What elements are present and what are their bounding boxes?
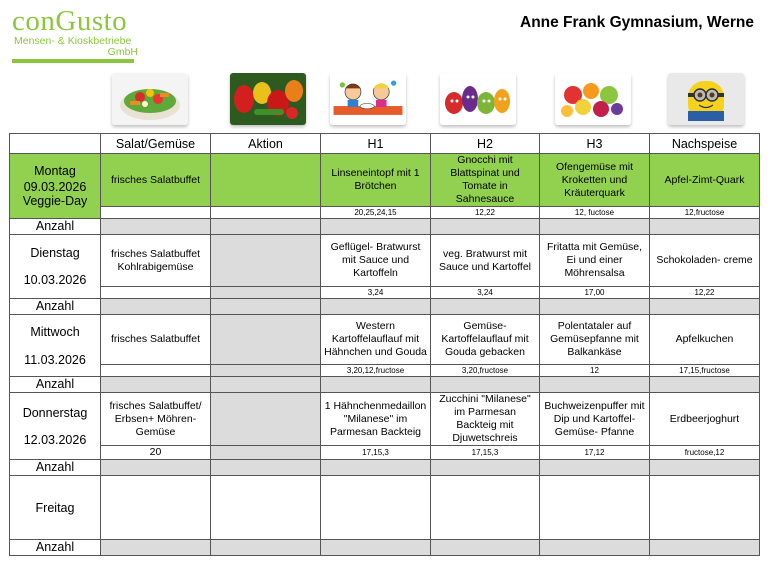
h1-allergen: 17,15,3	[321, 446, 431, 460]
anzahl-cell	[211, 219, 321, 235]
aktion-allergen	[211, 365, 321, 377]
anzahl-cell	[321, 299, 431, 315]
aktion-allergen	[211, 287, 321, 299]
h2-cell: Gnocchi mit Blattspinat und Tomate in Sahnesauce	[431, 154, 540, 207]
h1-cell	[321, 476, 431, 540]
anzahl-cell	[431, 377, 540, 393]
salad-bowl-icon	[112, 73, 188, 125]
dessert-allergen: 12,22	[650, 287, 760, 299]
vegetable-faces-icon	[440, 73, 516, 125]
day-cell-donnerstag	[10, 393, 101, 460]
anzahl-cell	[211, 377, 321, 393]
anzahl-cell	[650, 299, 760, 315]
logo-subtitle: Mensen- & Kioskbetriebe	[14, 35, 132, 47]
anzahl-cell	[650, 460, 760, 476]
h2-allergen: 3,20,fructose	[431, 365, 540, 377]
anzahl-label: Anzahl	[10, 377, 101, 393]
dessert-cell: Schokoladen- creme	[650, 235, 760, 287]
h1-cell: Western Kartoffelauflauf mit Hähnchen und Gouda	[321, 315, 431, 365]
anzahl-label: Anzahl	[10, 299, 101, 315]
day-tag: Veggie-Day	[22, 194, 88, 208]
anzahl-cell	[540, 377, 650, 393]
anzahl-cell	[321, 219, 431, 235]
anzahl-cell	[101, 299, 211, 315]
day-name: Freitag	[35, 500, 75, 515]
table-row-mittwoch	[10, 315, 760, 365]
h3-allergen: 17,00	[540, 287, 650, 299]
day-cell-dienstag	[10, 235, 101, 299]
h1-allergen: 20,25,24,15	[321, 207, 431, 219]
anzahl-row	[10, 219, 760, 235]
allergen-row-dienstag	[10, 287, 760, 299]
h2-allergen: 3,24	[431, 287, 540, 299]
day-name: Dienstag	[30, 246, 80, 260]
column-header-day	[10, 134, 101, 154]
salat-allergen	[101, 207, 211, 219]
column-header-salat: Salat/Gemüse	[101, 134, 211, 154]
salat-cell: frisches Salatbuffet	[101, 154, 211, 207]
anzahl-cell	[211, 460, 321, 476]
h2-allergen: 12,22	[431, 207, 540, 219]
anzahl-cell	[540, 460, 650, 476]
salat-allergen	[101, 365, 211, 377]
h2-cell: veg. Bratwurst mit Sauce und Kartoffel	[431, 235, 540, 287]
column-header-nachspeise: Nachspeise	[650, 134, 760, 154]
allergen-row-donnerstag	[10, 446, 760, 460]
day-name: Donnerstag	[22, 405, 88, 420]
anzahl-cell	[321, 377, 431, 393]
table-row-donnerstag	[10, 393, 760, 446]
children-eating-icon	[330, 73, 406, 125]
h3-cell	[540, 476, 650, 540]
anzahl-label: Anzahl	[10, 460, 101, 476]
dessert-cell: Apfel-Zimt-Quark	[650, 154, 760, 207]
school-title: Anne Frank Gymnasium, Werne	[520, 14, 754, 31]
h3-allergen: 12, fuctose	[540, 207, 650, 219]
h1-cell: 1 Hähnchenmedaillon "Milanese" im Parmesan Backteig	[321, 393, 431, 446]
salat-cell: frisches Salatbuffet/ Erbsen+ Möhren- Gemüse	[101, 393, 211, 446]
salat-allergen	[101, 287, 211, 299]
h3-cell: Ofengemüse mit Kroketten und Kräuterquark	[540, 154, 650, 207]
h1-cell: Geflügel- Bratwurst mit Sauce und Kartoffeln	[321, 235, 431, 287]
day-date: 11.03.2026	[24, 352, 86, 367]
anzahl-cell	[431, 219, 540, 235]
aktion-cell	[211, 393, 321, 446]
h2-cell: Gemüse- Kartoffelauflauf mit Gouda gebacken	[431, 315, 540, 365]
anzahl-cell	[211, 299, 321, 315]
dessert-cell: Apfelkuchen	[650, 315, 760, 365]
anzahl-cell	[431, 540, 540, 556]
menu-table	[9, 133, 760, 556]
dessert-cell: Erdbeerjoghurt	[650, 393, 760, 446]
day-date: 10.03.2026	[23, 273, 87, 287]
salat-cell	[101, 476, 211, 540]
aktion-cell	[211, 315, 321, 365]
minion-cake-icon	[668, 73, 744, 125]
salat-cell: frisches Salatbuffet Kohlrabigemüse	[101, 235, 211, 287]
allergen-row-mittwoch	[10, 365, 760, 377]
anzahl-row	[10, 540, 760, 556]
anzahl-cell	[540, 299, 650, 315]
dessert-allergen: 17,15,fructose	[650, 365, 760, 377]
anzahl-label: Anzahl	[10, 540, 101, 556]
anzahl-label: Anzahl	[10, 219, 101, 235]
column-header-h3: H3	[540, 134, 650, 154]
h3-cell: Buchweizenpuffer mit Dip und Kartoffel- Gemüse- Pfanne	[540, 393, 650, 446]
day-cell-montag	[10, 154, 101, 219]
anzahl-cell	[650, 377, 760, 393]
h2-allergen: 17,15,3	[431, 446, 540, 460]
day-cell-mittwoch	[10, 315, 101, 377]
anzahl-row	[10, 460, 760, 476]
vegetables-icon	[230, 73, 306, 125]
dessert-cell	[650, 476, 760, 540]
logo-company-form: GmbH	[107, 46, 138, 58]
column-header-h2: H2	[431, 134, 540, 154]
logo-name: conGusto	[12, 5, 128, 37]
anzahl-cell	[101, 377, 211, 393]
table-row-montag	[10, 154, 760, 207]
aktion-allergen	[211, 446, 321, 460]
anzahl-cell	[650, 540, 760, 556]
table-row-dienstag	[10, 235, 760, 287]
h2-cell: Zucchini "Milanese" im Parmesan Backteig mit Djuwetschreis	[431, 393, 540, 446]
h3-allergen: 17,12	[540, 446, 650, 460]
anzahl-cell	[431, 460, 540, 476]
column-header-aktion: Aktion	[211, 134, 321, 154]
h2-cell	[431, 476, 540, 540]
anzahl-cell	[650, 219, 760, 235]
logo-underline	[12, 59, 134, 63]
anzahl-cell	[540, 219, 650, 235]
h1-allergen: 3,24	[321, 287, 431, 299]
allergen-row-montag	[10, 207, 760, 219]
aktion-cell	[211, 235, 321, 287]
anzahl-cell	[101, 540, 211, 556]
day-cell-freitag	[10, 476, 101, 540]
h3-allergen: 12	[540, 365, 650, 377]
congusto-logo	[12, 6, 144, 63]
anzahl-row	[10, 299, 760, 315]
h3-cell: Polentataler auf Gemüsepfanne mit Balkankäse	[540, 315, 650, 365]
aktion-allergen	[211, 207, 321, 219]
anzahl-cell	[101, 219, 211, 235]
dessert-allergen: fructose,12	[650, 446, 760, 460]
day-date: 09.03.2026	[23, 180, 87, 194]
anzahl-cell	[321, 460, 431, 476]
anzahl-cell	[540, 540, 650, 556]
table-row-freitag	[10, 476, 760, 540]
h1-cell: Linseneintopf mit 1 Brötchen	[321, 154, 431, 207]
day-date: 12.03.2026	[23, 432, 87, 447]
anzahl-cell	[101, 460, 211, 476]
anzahl-cell	[431, 299, 540, 315]
fruit-platter-icon	[555, 73, 631, 125]
aktion-cell	[211, 154, 321, 207]
day-name: Montag	[34, 164, 76, 178]
anzahl-cell	[211, 540, 321, 556]
salat-cell: frisches Salatbuffet	[101, 315, 211, 365]
dessert-allergen: 12,fructose	[650, 207, 760, 219]
h1-allergen: 3,20,12,fructose	[321, 365, 431, 377]
salat-allergen: 20	[101, 446, 211, 460]
aktion-cell	[211, 476, 321, 540]
anzahl-cell	[321, 540, 431, 556]
h3-cell: Fritatta mit Gemüse, Ei und einer Möhrensalsa	[540, 235, 650, 287]
day-name: Mittwoch	[30, 324, 80, 339]
column-header-h1: H1	[321, 134, 431, 154]
anzahl-row	[10, 377, 760, 393]
